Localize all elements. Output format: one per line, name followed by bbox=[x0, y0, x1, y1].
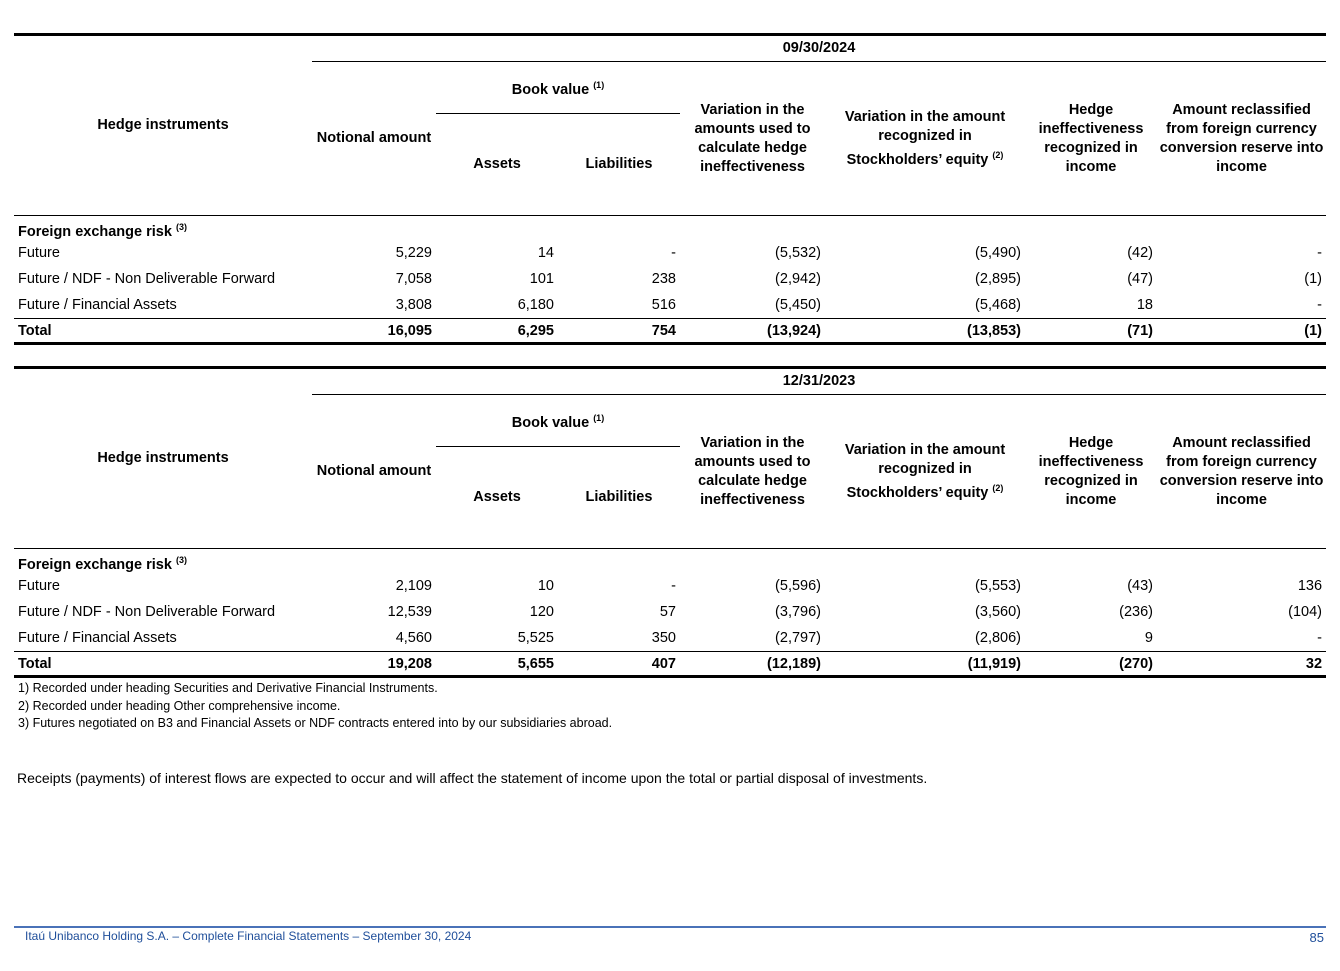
table-cell: - bbox=[1317, 297, 1323, 313]
header-liabilities: Liabilities bbox=[558, 447, 680, 549]
footer-divider bbox=[14, 926, 1326, 928]
header-variation-amounts: Variation in the amounts used to calculate hedge ineffectiveness bbox=[680, 62, 825, 216]
table-cell: 14 bbox=[537, 245, 554, 261]
table-cell: (42) bbox=[1127, 245, 1153, 261]
footnote: 1) Recorded under heading Securities and Derivative Financial Instruments. bbox=[18, 681, 438, 695]
header-reclassified: Amount reclassified from foreign currency conversion reserve into income bbox=[1157, 62, 1326, 216]
header-book-value: Book value $^{(1)}$ bbox=[436, 62, 680, 114]
total-cell: (11,919) bbox=[825, 652, 1025, 677]
total-cell: Total bbox=[14, 319, 312, 344]
table-cell: 516 bbox=[651, 297, 676, 313]
header-ineffectiveness: Hedge ineffectiveness recognized in income bbox=[1025, 395, 1157, 549]
table-cell: 6,180 bbox=[517, 297, 554, 313]
table-cell: (5,596) bbox=[775, 578, 821, 594]
total-cell: 407 bbox=[558, 652, 680, 677]
total-row bbox=[14, 319, 1326, 344]
table-cell: (43) bbox=[1127, 578, 1153, 594]
table-cell: (5,553) bbox=[975, 578, 1021, 594]
header-notional: Notional amount bbox=[312, 62, 436, 216]
group-label: Foreign exchange risk $^{(3)}$ bbox=[18, 222, 187, 240]
table-cell: (3,560) bbox=[975, 604, 1021, 620]
total-cell: Total bbox=[14, 652, 312, 677]
interest-flows-paragraph: Receipts (payments) of interest flows are expected to occur and will affect the statement of income upon the total or partial disposal of investments. bbox=[17, 770, 928, 786]
total-cell: 754 bbox=[558, 319, 680, 344]
table-cell: (2,806) bbox=[975, 630, 1021, 646]
table-cell: 5,229 bbox=[395, 245, 432, 261]
table-cell: (47) bbox=[1127, 271, 1153, 287]
table-cell: (5,450) bbox=[775, 297, 821, 313]
header-liabilities: Liabilities bbox=[558, 114, 680, 216]
header-book-value: Book value $^{(1)}$ bbox=[436, 395, 680, 447]
table-row bbox=[14, 240, 1326, 266]
table-cell: 3,808 bbox=[395, 297, 432, 313]
header-variation-equity: Variation in the amount recognized in Stockholders’ equity $^{(2)}$ bbox=[825, 395, 1025, 549]
total-cell: 19,208 bbox=[312, 652, 436, 677]
header-notional: Notional amount bbox=[312, 395, 436, 549]
table-cell: Future / NDF - Non Deliverable Forward bbox=[18, 604, 276, 620]
footnotes bbox=[18, 680, 612, 733]
table-cell: (2,895) bbox=[975, 271, 1021, 287]
table-cell: - bbox=[1317, 245, 1323, 261]
header-variation-equity: Variation in the amount recognized in Stockholders’ equity $^{(2)}$ bbox=[825, 62, 1025, 216]
total-cell: 16,095 bbox=[312, 319, 436, 344]
table-cell: 136 bbox=[1297, 578, 1323, 594]
table-cell: 9 bbox=[1144, 630, 1153, 646]
table-cell: Future bbox=[18, 578, 60, 594]
total-cell: (1) bbox=[1157, 319, 1326, 344]
table-row bbox=[14, 625, 1326, 652]
table-cell: (5,468) bbox=[975, 297, 1021, 313]
footnote: 3) Futures negotiated on B3 and Financial Assets or NDF contracts entered into by our subsidiaries abroad. bbox=[18, 716, 613, 730]
total-cell: (71) bbox=[1025, 319, 1157, 344]
table-cell: 12,539 bbox=[387, 604, 432, 620]
table-cell: 5,525 bbox=[517, 630, 554, 646]
total-cell: (13,853) bbox=[825, 319, 1025, 344]
footnote: 2) Recorded under heading Other comprehensive income. bbox=[18, 698, 341, 713]
table-cell: - bbox=[671, 578, 676, 594]
hedge-table bbox=[14, 33, 1326, 345]
table-row bbox=[14, 266, 1326, 292]
table-cell: Future / NDF - Non Deliverable Forward bbox=[18, 271, 276, 287]
header-assets: Assets bbox=[436, 447, 558, 549]
table-cell: 57 bbox=[659, 604, 676, 620]
table-cell: (5,490) bbox=[975, 245, 1021, 261]
table-cell: (236) bbox=[1119, 604, 1153, 620]
table-cell: 101 bbox=[529, 271, 554, 287]
page-number: 85 bbox=[1309, 930, 1324, 945]
table-cell: 18 bbox=[1136, 297, 1153, 313]
total-cell: (13,924) bbox=[680, 319, 825, 344]
table-cell: 7,058 bbox=[395, 271, 432, 287]
table-cell: Future / Financial Assets bbox=[18, 297, 177, 313]
header-date: 12/31/2023 bbox=[312, 368, 1326, 395]
table-cell: (1) bbox=[1304, 271, 1323, 287]
table-cell: (104) bbox=[1288, 604, 1323, 620]
header-assets: Assets bbox=[436, 114, 558, 216]
total-cell: (270) bbox=[1025, 652, 1157, 677]
hedge-table bbox=[14, 366, 1326, 678]
table-cell: 120 bbox=[529, 604, 554, 620]
table-cell: 10 bbox=[537, 578, 554, 594]
header-ineffectiveness: Hedge ineffectiveness recognized in income bbox=[1025, 62, 1157, 216]
table-cell: (2,797) bbox=[775, 630, 821, 646]
table-cell: (2,942) bbox=[775, 271, 821, 287]
total-cell: (12,189) bbox=[680, 652, 825, 677]
footer-text: Itaú Unibanco Holding S.A. – Complete Financial Statements – September 30, 2024 bbox=[25, 929, 472, 943]
total-row bbox=[14, 652, 1326, 677]
table-cell: 238 bbox=[651, 271, 676, 287]
table-cell: 4,560 bbox=[395, 630, 432, 646]
table-cell: 350 bbox=[651, 630, 676, 646]
total-cell: 32 bbox=[1157, 652, 1326, 677]
total-cell: 5,655 bbox=[436, 652, 558, 677]
header-variation-amounts: Variation in the amounts used to calculate hedge ineffectiveness bbox=[680, 395, 825, 549]
table-cell: Future / Financial Assets bbox=[18, 630, 177, 646]
header-reclassified: Amount reclassified from foreign currency conversion reserve into income bbox=[1157, 395, 1326, 549]
header-hedge-instruments: Hedge instruments bbox=[14, 35, 312, 216]
table-cell: - bbox=[671, 245, 676, 261]
header-hedge-instruments: Hedge instruments bbox=[14, 368, 312, 549]
table-cell: (3,796) bbox=[775, 604, 821, 620]
table-row bbox=[14, 599, 1326, 625]
group-label: Foreign exchange risk $^{(3)}$ bbox=[18, 555, 187, 573]
table-row bbox=[14, 573, 1326, 599]
header-date: 09/30/2024 bbox=[312, 35, 1326, 62]
table-cell: - bbox=[1317, 630, 1323, 646]
table-cell: (5,532) bbox=[775, 245, 821, 261]
table-cell: Future bbox=[18, 245, 60, 261]
table-cell: 2,109 bbox=[395, 578, 432, 594]
total-cell: 6,295 bbox=[436, 319, 558, 344]
table-row bbox=[14, 292, 1326, 319]
